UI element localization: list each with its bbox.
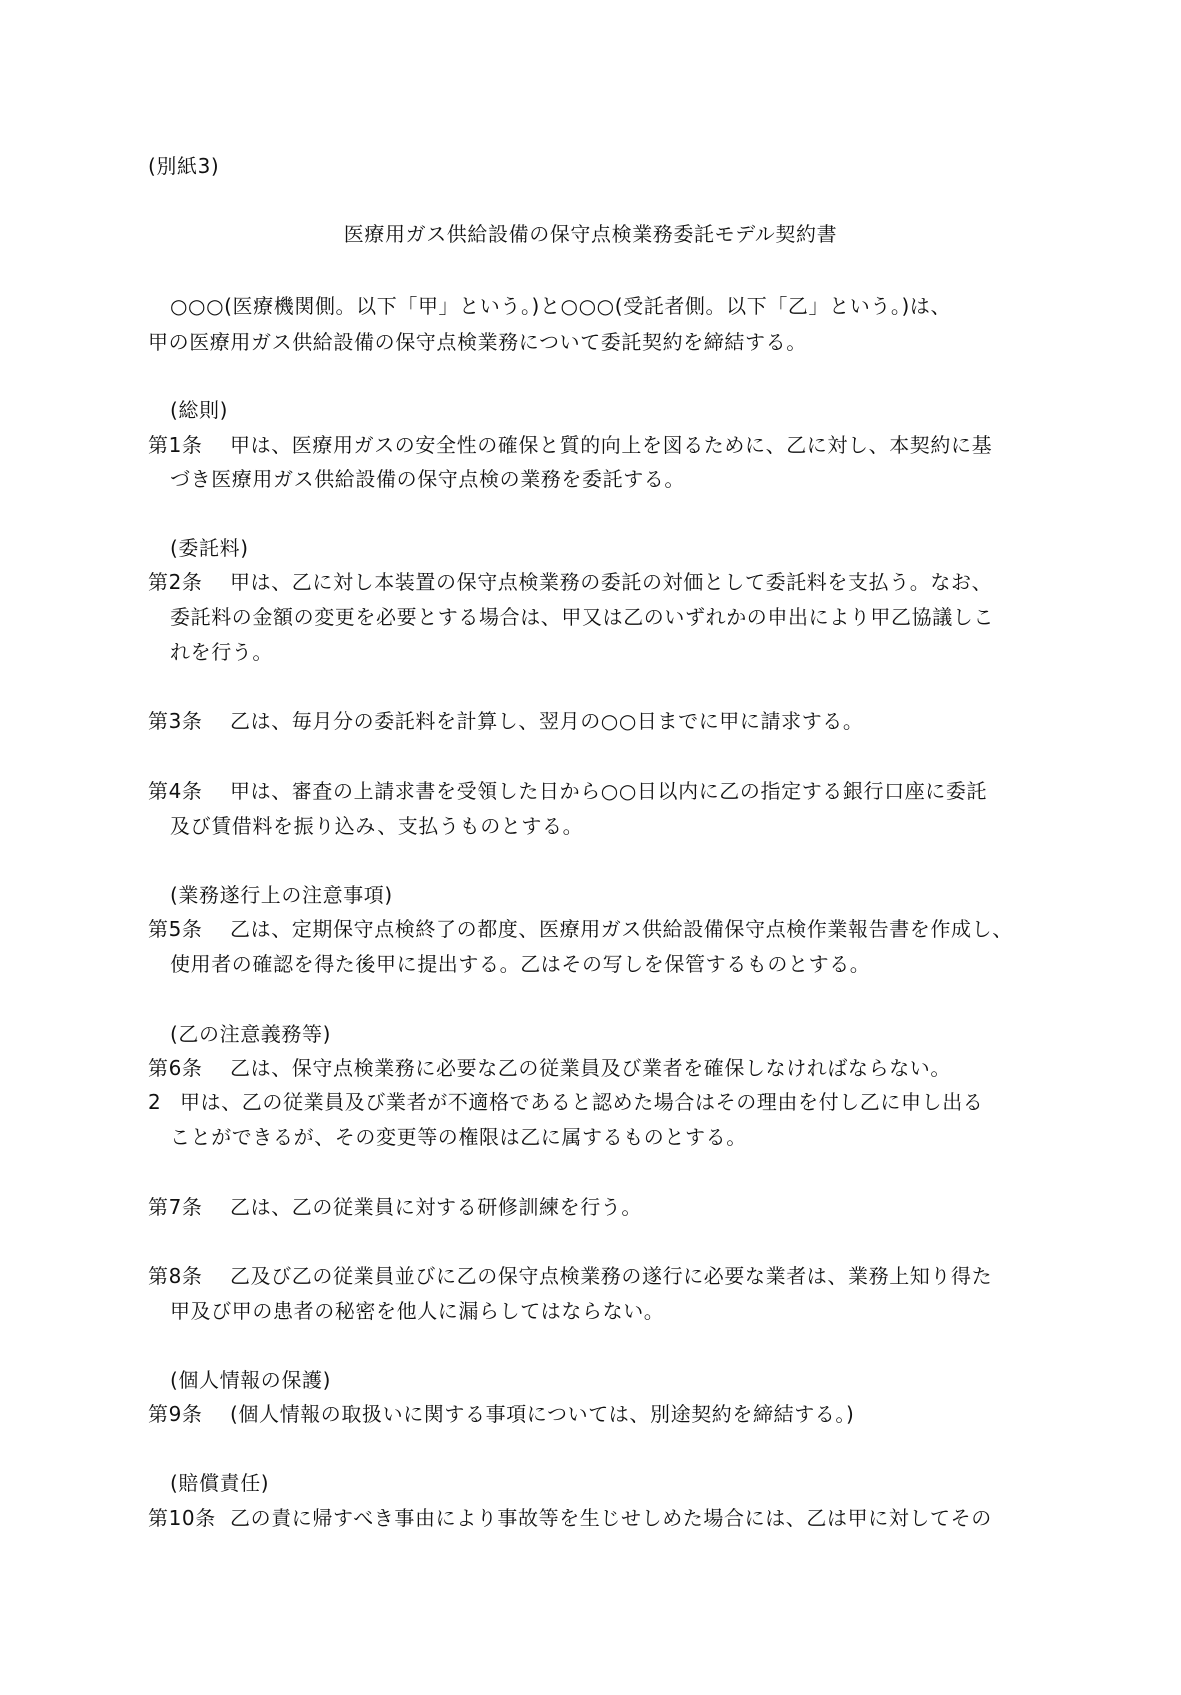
article-5-line-1 [148,917,1013,941]
article-text: 甲は、医療用ガスの安全性の確保と質的向上を図るために、乙に対し、本契約に基 [230,433,993,457]
article-2-line-2: 委託料の金額の変更を必要とする場合は、甲又は乙のいずれかの申出により甲乙協議しこ [170,605,994,629]
article-number: 第9条 [148,1402,203,1426]
section-heading-general: (総則) [170,398,229,422]
article-number: 第1条 [148,433,203,457]
article-6-para-2-line-1 [148,1090,983,1114]
article-number: 第2条 [148,570,203,594]
attachment-label: (別紙3) [148,154,220,178]
article-8-line-1 [148,1264,992,1288]
preamble-line-1: ○○○(医療機関側。以下「甲」という。)と○○○(受託者側。以下「乙」という。)は、 [170,294,952,318]
article-text: 乙は、乙の従業員に対する研修訓練を行う。 [230,1195,642,1219]
article-text: 甲は、乙に対し本装置の保守点検業務の委託の対価として委託料を支払う。なお、 [230,570,993,594]
article-4-line-1 [148,779,987,803]
article-5-line-2: 使用者の確認を得た後甲に提出する。乙はその写しを保管するものとする。 [170,952,871,976]
article-number: 第8条 [148,1264,203,1288]
section-heading-notes: (業務遂行上の注意事項) [170,883,393,907]
article-text: 乙及び乙の従業員並びに乙の保守点検業務の遂行に必要な業者は、業務上知り得た [230,1264,993,1288]
article-text: 甲は、審査の上請求書を受領した日から○○日以内に乙の指定する銀行口座に委託 [230,779,988,803]
section-heading-liability: (賠償責任) [170,1471,270,1495]
article-1-line-2: づき医療用ガス供給設備の保守点検の業務を委託する。 [170,467,685,491]
article-2-line-3: れを行う。 [170,640,273,664]
article-number: 第7条 [148,1195,203,1219]
article-9-line-1 [148,1402,854,1426]
preamble-line-2: 甲の医療用ガス供給設備の保守点検業務について委託契約を締結する。 [148,330,807,354]
article-8-line-2: 甲及び甲の患者の秘密を他人に漏らしてはならない。 [170,1299,665,1323]
article-text: 乙は、保守点検業務に必要な乙の従業員及び業者を確保しなければならない。 [230,1056,951,1080]
paragraph-text: 甲は、乙の従業員及び業者が不適格であると認めた場合はその理由を付し乙に申し出る [180,1090,984,1114]
article-3-line-1 [148,709,864,733]
article-number: 第5条 [148,917,203,941]
article-6-line-1 [148,1056,951,1080]
article-6-para-2-line-2: ことができるが、その変更等の権限は乙に属するものとする。 [170,1125,747,1149]
section-heading-fee: (委託料) [170,536,249,560]
paragraph-number: 2 [148,1090,162,1114]
article-number: 第10条 [148,1506,216,1530]
article-number: 第4条 [148,779,203,803]
article-text: 乙の責に帰すべき事由により事故等を生じせしめた場合には、乙は甲に対してその [230,1506,992,1530]
section-heading-duty: (乙の注意義務等) [170,1022,332,1046]
section-heading-privacy: (個人情報の保護) [170,1368,332,1392]
article-number: 第3条 [148,709,203,733]
article-7-line-1 [148,1195,642,1219]
article-10-line-1 [148,1506,992,1530]
article-4-line-2: 及び賃借料を振り込み、支払うものとする。 [170,814,584,838]
article-text: 乙は、定期保守点検終了の都度、医療用ガス供給設備保守点検作業報告書を作成し、 [230,917,1013,941]
article-1-line-1 [148,433,992,457]
article-number: 第6条 [148,1056,203,1080]
document-title: 医療用ガス供給設備の保守点検業務委託モデル契約書 [343,222,838,246]
article-2-line-1 [148,570,992,594]
article-text: 乙は、毎月分の委託料を計算し、翌月の○○日までに甲に請求する。 [230,709,864,733]
article-text: (個人情報の取扱いに関する事項については、別途契約を締結する。) [230,1402,855,1426]
